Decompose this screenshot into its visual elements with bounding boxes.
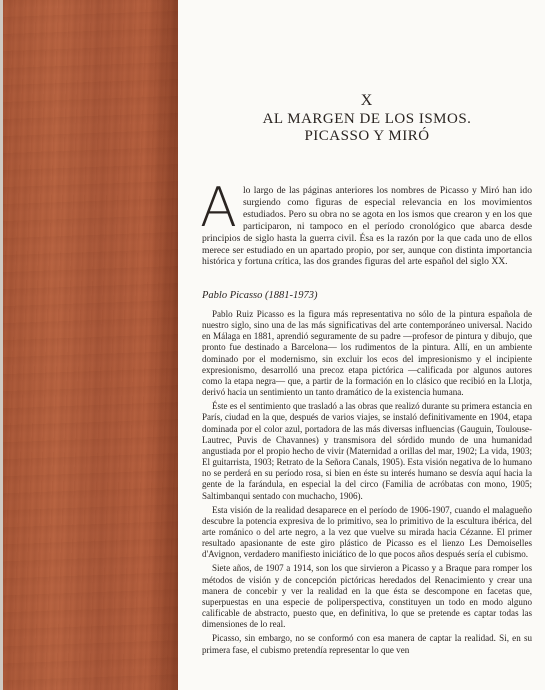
body-paragraph-5: Picasso, sin embargo, no se conformó con esa manera de captar la realidad. Si, en su primera fase, el cubismo pretendía representar lo que ven [202, 633, 532, 655]
drop-cap: A [200, 176, 237, 239]
section-heading: Pablo Picasso (1881-1973) [202, 290, 318, 301]
chapter-number: X [360, 92, 374, 109]
body-paragraph-4: Siete años, de 1907 a 1914, son los que sirvieron a Picasso y a Braque para romper los métodos de visión y de concepción pictóricas heredados del Renacimiento y crear una manera de concebir y ver la realidad en la que ésta se descompone en facetas que, superpuestas en una especie de poliperspectiva, constituyen un todo en modo alguno calificable de abstracto, puesto que, en definitiva, lo que se pretende es captar todas las dimensiones de lo real. [202, 563, 532, 630]
chapter-title [202, 111, 532, 145]
intro-text: lo largo de las páginas anteriores los nombres de Picasso y Miró han ido surgiendo como figuras de especial relevancia en los movimientos estudiados. Pero su obra no se agota en los ismos que crearon y en los que participaron, ni tampoco en el período cronológico que abarca desde principios de siglo hasta la guerra civil. Ésa es la razón por la que cada uno de ellos merece ser estudiado en un apartado propio, por ser, aunque con distinta importancia histórica y fortuna crítica, las dos grandes figuras del arte español del siglo XX. [202, 185, 532, 268]
body-paragraph-1: Pablo Ruiz Picasso es la figura más representativa no sólo de la pintura española de nuestro siglo, sino una de las más significativas del arte contemporáneo universal. Nacido en Málaga en 1881, aprendió seguramente de su padre —profesor de pintura y dibujo, que pronto fue destinado a Barcelona— los rudimentos de la pintura. Allí, en un ambiente dominado por el modernismo, sin excluir los ecos del impresionismo y el incipiente expresionismo, desarrolló una precoz etapa pictórica —calificada por algunos autores como la etapa negra— que, a partir de la formación en lo clásico que recibió en la Llotja, derivó hacia un sentimiento un tanto dramático de la existencia humana. [202, 309, 532, 398]
chapter-title-line-1: AL MARGEN DE LOS ISMOS. [262, 111, 472, 127]
intro-paragraph [200, 176, 532, 268]
body-paragraph-2: Éste es el sentimiento que trasladó a las obras que realizó durante su primera estancia en París, ciudad en la que, después de varios viajes, se instaló definitivamente en 1904, etapa dominada por el color azul, portadora de las más diversas influencias (Gauguin, Toulouse-Lautrec, Puvis de Chavannes) y transmisora del sórdido mundo de una humanidad angustiada por el propio hecho de vivir (Maternidad a orillas del mar, 1902; La vida, 1903; El guitarrista, 1903; Retrato de la Señora Canals, 1905). Esta visión negativa de lo humano no se perderá en su período rosa, si bien en éste su interés humano se desvía aquí hacia la gente de la farándula, en especial la del circo (Familia de acróbatas con mono, 1905; Saltimbanqui sentado con muchacho, 1906). [202, 401, 532, 501]
body-text [202, 309, 532, 659]
body-paragraph-3: Esta visión de la realidad desaparece en el período de 1906-1907, cuando el malagueño descubre la potencia expresiva de lo primitivo, sea lo primitivo de la escultura ibérica, del arte románico o del arte negro, a la vez que vuelve su mirada hacia Cézanne. El primer resultado apasionante de este giro plástico de Picasso es el lienzo Les Demoiselles d'Avignon, verdadero manifiesto iniciático de lo que pocos años después sería el cubismo. [202, 504, 532, 560]
strip-shadow [150, 0, 178, 690]
chapter-title-line-2: PICASSO Y MIRÓ [304, 128, 430, 144]
